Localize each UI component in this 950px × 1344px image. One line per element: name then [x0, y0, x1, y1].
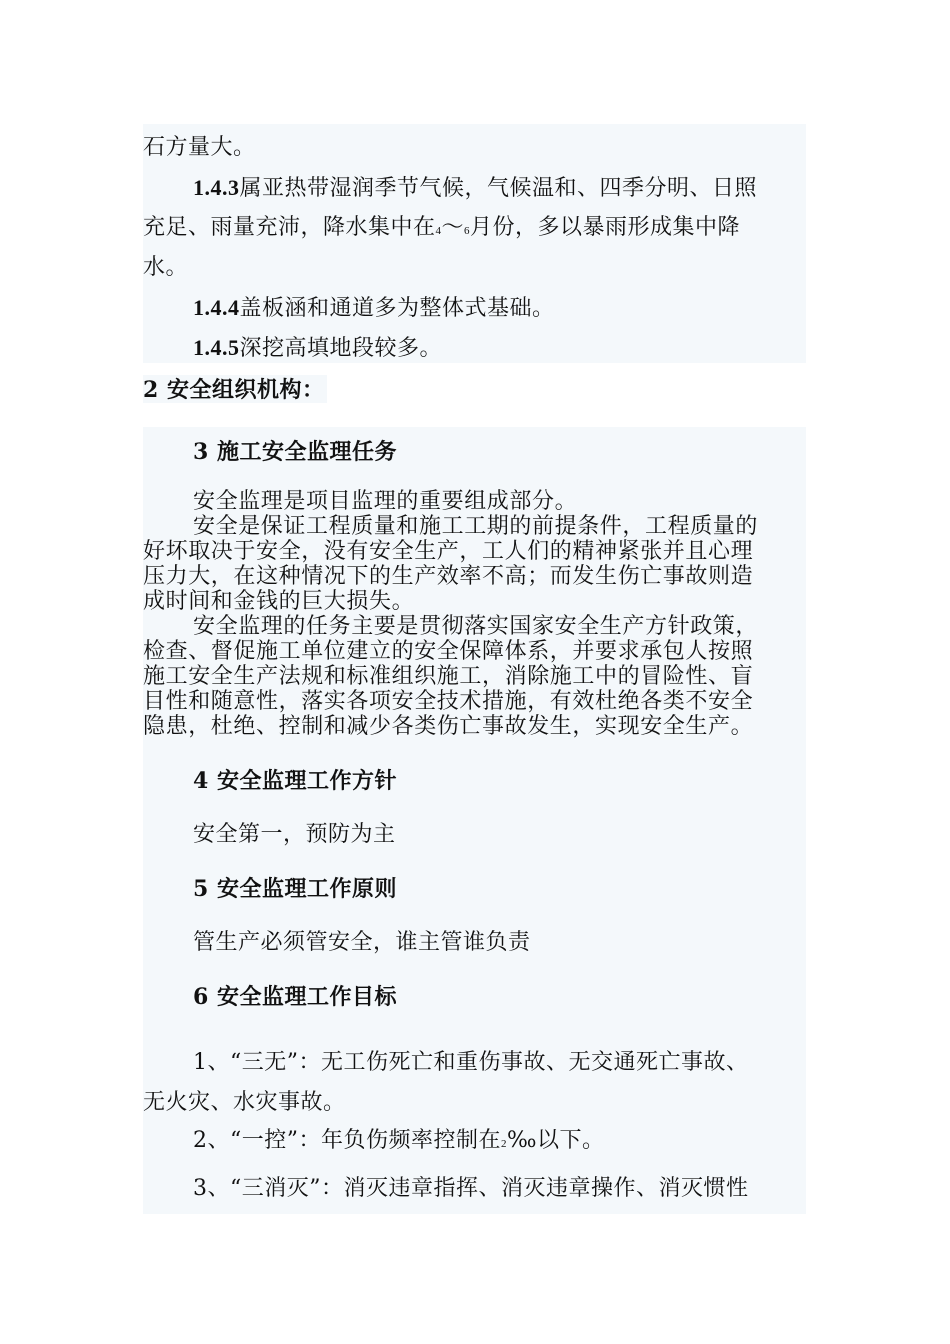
- heading-section-2: 2 安全组织机构：: [143, 377, 325, 403]
- heading-section-6: 6 安全监理工作目标: [193, 984, 397, 1010]
- section-3-paragraph-3-line-4: 目性和随意性，落实各项安全技术措施，有效杜绝各类不安全: [143, 689, 754, 714]
- section-3-paragraph-3-line-3: 施工安全生产法规和标准组织施工，消除施工中的冒险性、盲: [143, 664, 754, 689]
- section-3-paragraph-3-line-5: 隐患，杜绝、控制和减少各类伤亡事故发生，实现安全生产。: [143, 714, 754, 739]
- paragraph-1-4-4: [193, 293, 555, 324]
- text: 盖板涵和通道多为整体式基础。: [239, 296, 555, 321]
- goal-item-1-line-2: 无火灾、水灾事故。: [143, 1090, 346, 1115]
- number: 2: [501, 1138, 507, 1150]
- section-3-paragraph-1: 安全监理是项目监理的重要组成部分。: [193, 489, 578, 514]
- section-3-paragraph-3-line-1: 安全监理的任务主要是贯彻落实国家安全生产方针政策，: [193, 614, 759, 639]
- text: 充足、雨量充沛，降水集中在: [143, 215, 436, 240]
- paragraph-1-4-3-line-2: [143, 213, 740, 246]
- section-3-paragraph-2-line-2: 好坏取决于安全，没有安全生产，工人们的精神紧张并且心理: [143, 539, 754, 564]
- number: 4: [435, 225, 442, 237]
- text: ‰以下。: [507, 1128, 605, 1153]
- section-3-paragraph-2-line-1: 安全是保证工程质量和施工工期的前提条件，工程质量的: [193, 514, 759, 539]
- section-4-text: 安全第一，预防为主: [193, 822, 396, 847]
- paragraph-1-4-3-line-1: [193, 173, 757, 204]
- text: 深挖高填地段较多。: [239, 336, 443, 361]
- section-3-paragraph-3-line-2: 检查、督促施工单位建立的安全保障体系，并要求承包人按照: [143, 639, 754, 664]
- section-3-paragraph-2-line-3: 压力大，在这种情况下的生产效率不高；而发生伤亡事故则造: [143, 564, 754, 589]
- section-5-text: 管生产必须管安全，谁主管谁负责: [193, 930, 531, 955]
- number: 6: [464, 225, 471, 237]
- section-number: 1.4.5: [193, 335, 240, 360]
- heading-section-4: 4 安全监理工作方针: [193, 768, 397, 794]
- paragraph-1-4-3-line-3: 水。: [143, 255, 189, 280]
- tilde: ～: [441, 215, 465, 240]
- text: 2、“一控”：年负伤频率控制在: [193, 1128, 501, 1153]
- section-number: 1.4.4: [193, 295, 240, 320]
- heading-section-3: 3 施工安全监理任务: [193, 439, 397, 465]
- section-3-paragraph-2-line-4: 成时间和金钱的巨大损失。: [143, 589, 415, 614]
- section-number: 1.4.3: [193, 175, 240, 200]
- text-line: 石方量大。: [143, 135, 256, 160]
- goal-item-3-line-1: 3、“三消灭”：消灭违章指挥、消灭违章操作、消灭惯性: [193, 1176, 749, 1201]
- text: 月份，多以暴雨形成集中降: [470, 215, 741, 240]
- text: 属亚热带湿润季节气候，气候温和、四季分明、日照: [239, 176, 758, 201]
- goal-item-2: [193, 1126, 605, 1159]
- goal-item-1-line-1: 1、“三无”：无工伤死亡和重伤事故、无交通死亡事故、: [193, 1050, 749, 1075]
- paragraph-1-4-5: [193, 333, 442, 364]
- heading-section-5: 5 安全监理工作原则: [193, 876, 397, 902]
